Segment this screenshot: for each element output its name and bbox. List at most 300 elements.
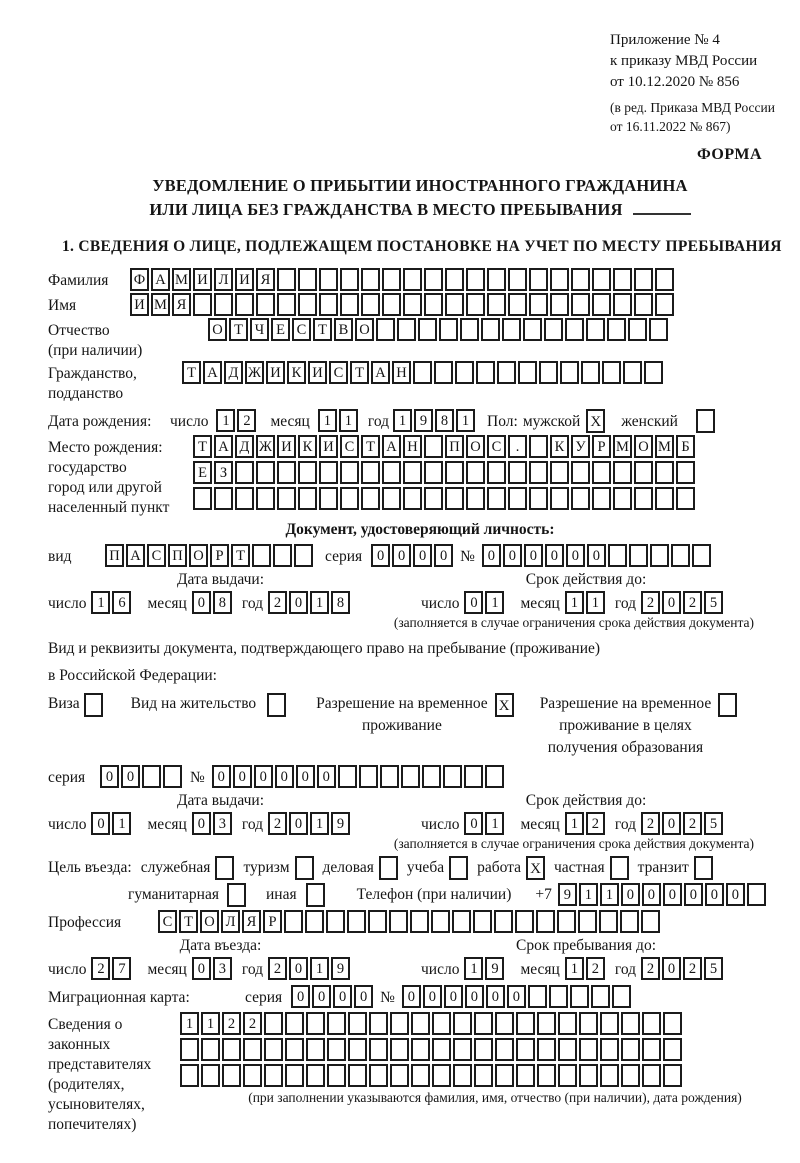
char-cell[interactable] (613, 268, 632, 291)
char-cell[interactable] (390, 1064, 409, 1087)
char-cell[interactable] (340, 293, 359, 316)
char-cell[interactable] (516, 1012, 535, 1035)
char-cell[interactable]: 2 (237, 409, 256, 432)
char-cell[interactable] (460, 318, 479, 341)
char-cell[interactable] (655, 268, 674, 291)
birth-place-row1-cells[interactable] (193, 435, 697, 458)
char-cell[interactable] (434, 361, 453, 384)
migration-seriya-cells[interactable] (291, 985, 375, 1008)
char-cell[interactable]: А (214, 435, 233, 458)
char-cell[interactable] (361, 461, 380, 484)
resident-issue-day-cells[interactable] (91, 812, 133, 835)
official-checkbox[interactable] (215, 856, 234, 880)
char-cell[interactable] (411, 1064, 430, 1087)
work-checkbox[interactable]: X (526, 856, 545, 880)
char-cell[interactable] (264, 1038, 283, 1061)
char-cell[interactable] (201, 1064, 220, 1087)
char-cell[interactable] (655, 461, 674, 484)
char-cell[interactable]: 2 (91, 957, 110, 980)
char-cell[interactable]: 0 (642, 883, 661, 906)
char-cell[interactable]: Д (224, 361, 243, 384)
char-cell[interactable] (180, 1038, 199, 1061)
char-cell[interactable] (243, 1064, 262, 1087)
char-cell[interactable]: 0 (317, 765, 336, 788)
char-cell[interactable] (403, 268, 422, 291)
entry-month-cells[interactable] (192, 957, 234, 980)
char-cell[interactable]: 0 (621, 883, 640, 906)
char-cell[interactable] (285, 1038, 304, 1061)
char-cell[interactable] (621, 1012, 640, 1035)
char-cell[interactable] (613, 293, 632, 316)
char-cell[interactable] (586, 318, 605, 341)
rvp-education-checkbox[interactable] (718, 693, 737, 717)
char-cell[interactable] (487, 293, 506, 316)
char-cell[interactable] (495, 1038, 514, 1061)
char-cell[interactable] (340, 268, 359, 291)
char-cell[interactable]: 9 (331, 957, 350, 980)
char-cell[interactable] (340, 461, 359, 484)
char-cell[interactable]: 0 (524, 544, 543, 567)
char-cell[interactable] (340, 487, 359, 510)
char-cell[interactable] (515, 910, 534, 933)
char-cell[interactable] (628, 318, 647, 341)
char-cell[interactable]: 7 (112, 957, 131, 980)
char-cell[interactable]: 0 (333, 985, 352, 1008)
char-cell[interactable]: 2 (268, 957, 287, 980)
visa-checkbox[interactable] (84, 693, 103, 717)
char-cell[interactable]: 0 (434, 544, 453, 567)
char-cell[interactable] (692, 544, 711, 567)
char-cell[interactable] (376, 318, 395, 341)
char-cell[interactable]: М (655, 435, 674, 458)
char-cell[interactable] (549, 985, 568, 1008)
char-cell[interactable]: 1 (565, 812, 584, 835)
char-cell[interactable] (529, 435, 548, 458)
char-cell[interactable]: 0 (371, 544, 390, 567)
char-cell[interactable]: Т (193, 435, 212, 458)
char-cell[interactable]: 0 (121, 765, 140, 788)
char-cell[interactable] (411, 1012, 430, 1035)
char-cell[interactable]: 1 (180, 1012, 199, 1035)
char-cell[interactable] (327, 1064, 346, 1087)
char-cell[interactable] (581, 361, 600, 384)
tourism-checkbox[interactable] (295, 856, 314, 880)
char-cell[interactable]: О (634, 435, 653, 458)
char-cell[interactable]: 0 (662, 591, 681, 614)
char-cell[interactable] (298, 293, 317, 316)
char-cell[interactable]: Р (210, 544, 229, 567)
char-cell[interactable] (319, 268, 338, 291)
char-cell[interactable]: 0 (100, 765, 119, 788)
char-cell[interactable] (642, 1064, 661, 1087)
char-cell[interactable]: 1 (464, 957, 483, 980)
char-cell[interactable] (516, 1038, 535, 1061)
char-cell[interactable] (424, 435, 443, 458)
char-cell[interactable]: И (235, 268, 254, 291)
char-cell[interactable] (537, 1012, 556, 1035)
char-cell[interactable]: 1 (310, 591, 329, 614)
birth-place-row2-cells[interactable] (193, 461, 697, 484)
char-cell[interactable]: 0 (275, 765, 294, 788)
char-cell[interactable]: 0 (482, 544, 501, 567)
char-cell[interactable]: С (158, 910, 177, 933)
char-cell[interactable] (550, 293, 569, 316)
char-cell[interactable]: 0 (289, 812, 308, 835)
char-cell[interactable]: М (172, 268, 191, 291)
char-cell[interactable] (539, 361, 558, 384)
char-cell[interactable] (518, 361, 537, 384)
birth-month-cells[interactable] (318, 409, 360, 432)
entry-year-cells[interactable] (268, 957, 352, 980)
char-cell[interactable] (294, 544, 313, 567)
char-cell[interactable]: Р (263, 910, 282, 933)
char-cell[interactable]: 0 (354, 985, 373, 1008)
char-cell[interactable] (338, 765, 357, 788)
char-cell[interactable] (485, 765, 504, 788)
char-cell[interactable]: И (193, 268, 212, 291)
char-cell[interactable] (306, 1064, 325, 1087)
char-cell[interactable] (305, 910, 324, 933)
char-cell[interactable]: 2 (641, 812, 660, 835)
resident-valid-year-cells[interactable] (641, 812, 725, 835)
char-cell[interactable] (361, 487, 380, 510)
entry-day-cells[interactable] (91, 957, 133, 980)
char-cell[interactable]: 1 (579, 883, 598, 906)
char-cell[interactable]: О (200, 910, 219, 933)
female-checkbox[interactable] (696, 409, 715, 433)
char-cell[interactable] (252, 544, 271, 567)
char-cell[interactable] (401, 765, 420, 788)
char-cell[interactable] (571, 461, 590, 484)
profession-cells[interactable] (158, 910, 662, 933)
char-cell[interactable] (544, 318, 563, 341)
char-cell[interactable]: Я (242, 910, 261, 933)
name-cells[interactable] (130, 293, 676, 316)
char-cell[interactable] (592, 461, 611, 484)
char-cell[interactable] (361, 293, 380, 316)
transit-checkbox[interactable] (694, 856, 713, 880)
char-cell[interactable]: 6 (112, 591, 131, 614)
char-cell[interactable]: С (487, 435, 506, 458)
char-cell[interactable]: Л (221, 910, 240, 933)
char-cell[interactable] (600, 1038, 619, 1061)
char-cell[interactable] (277, 268, 296, 291)
char-cell[interactable] (592, 293, 611, 316)
char-cell[interactable] (403, 461, 422, 484)
char-cell[interactable]: О (355, 318, 374, 341)
char-cell[interactable] (298, 487, 317, 510)
char-cell[interactable] (277, 293, 296, 316)
char-cell[interactable] (607, 318, 626, 341)
char-cell[interactable] (497, 361, 516, 384)
stay-day-cells[interactable] (464, 957, 506, 980)
char-cell[interactable] (453, 1012, 472, 1035)
id-valid-day-cells[interactable] (464, 591, 506, 614)
other-checkbox[interactable] (306, 883, 325, 907)
char-cell[interactable]: Т (179, 910, 198, 933)
char-cell[interactable] (466, 293, 485, 316)
char-cell[interactable]: 0 (233, 765, 252, 788)
char-cell[interactable] (432, 1064, 451, 1087)
char-cell[interactable]: Ч (250, 318, 269, 341)
char-cell[interactable]: 3 (213, 812, 232, 835)
char-cell[interactable]: 1 (339, 409, 358, 432)
char-cell[interactable] (256, 293, 275, 316)
char-cell[interactable] (570, 985, 589, 1008)
char-cell[interactable] (452, 910, 471, 933)
char-cell[interactable]: С (147, 544, 166, 567)
char-cell[interactable] (273, 544, 292, 567)
char-cell[interactable] (410, 910, 429, 933)
char-cell[interactable] (326, 910, 345, 933)
id-doc-seriya-cells[interactable] (371, 544, 455, 567)
phone-cells[interactable] (558, 883, 768, 906)
char-cell[interactable] (368, 910, 387, 933)
char-cell[interactable] (558, 1064, 577, 1087)
char-cell[interactable] (579, 1012, 598, 1035)
char-cell[interactable] (487, 461, 506, 484)
char-cell[interactable]: 2 (683, 591, 702, 614)
char-cell[interactable]: 2 (586, 957, 605, 980)
char-cell[interactable] (359, 765, 378, 788)
char-cell[interactable] (600, 1064, 619, 1087)
char-cell[interactable] (389, 910, 408, 933)
char-cell[interactable]: С (340, 435, 359, 458)
char-cell[interactable]: 1 (112, 812, 131, 835)
resident-seriya-cells[interactable] (100, 765, 184, 788)
resident-issue-month-cells[interactable] (192, 812, 234, 835)
char-cell[interactable] (502, 318, 521, 341)
char-cell[interactable]: О (466, 435, 485, 458)
legal-row1-cells[interactable] (180, 1012, 684, 1035)
business-checkbox[interactable] (379, 856, 398, 880)
char-cell[interactable] (608, 544, 627, 567)
char-cell[interactable]: 0 (289, 957, 308, 980)
birth-year-cells[interactable] (393, 409, 477, 432)
char-cell[interactable]: К (550, 435, 569, 458)
char-cell[interactable] (413, 361, 432, 384)
char-cell[interactable] (634, 293, 653, 316)
char-cell[interactable]: 0 (392, 544, 411, 567)
char-cell[interactable] (747, 883, 766, 906)
char-cell[interactable]: 0 (296, 765, 315, 788)
char-cell[interactable] (487, 268, 506, 291)
char-cell[interactable]: 0 (192, 957, 211, 980)
char-cell[interactable] (599, 910, 618, 933)
char-cell[interactable] (222, 1064, 241, 1087)
char-cell[interactable]: 1 (565, 957, 584, 980)
char-cell[interactable]: М (151, 293, 170, 316)
char-cell[interactable]: З (214, 461, 233, 484)
char-cell[interactable]: С (329, 361, 348, 384)
study-checkbox[interactable] (449, 856, 468, 880)
char-cell[interactable] (298, 268, 317, 291)
char-cell[interactable]: Н (392, 361, 411, 384)
char-cell[interactable]: 0 (587, 544, 606, 567)
char-cell[interactable] (390, 1038, 409, 1061)
char-cell[interactable]: А (126, 544, 145, 567)
char-cell[interactable] (613, 487, 632, 510)
char-cell[interactable]: 0 (503, 544, 522, 567)
char-cell[interactable] (466, 461, 485, 484)
char-cell[interactable] (466, 268, 485, 291)
birth-day-cells[interactable] (216, 409, 258, 432)
char-cell[interactable] (264, 1012, 283, 1035)
char-cell[interactable] (319, 461, 338, 484)
char-cell[interactable]: 0 (486, 985, 505, 1008)
char-cell[interactable]: 0 (423, 985, 442, 1008)
char-cell[interactable] (623, 361, 642, 384)
char-cell[interactable] (641, 910, 660, 933)
char-cell[interactable]: В (334, 318, 353, 341)
char-cell[interactable] (474, 1064, 493, 1087)
char-cell[interactable] (676, 487, 695, 510)
char-cell[interactable] (193, 293, 212, 316)
char-cell[interactable] (214, 293, 233, 316)
char-cell[interactable] (348, 1012, 367, 1035)
char-cell[interactable] (663, 1012, 682, 1035)
char-cell[interactable] (319, 487, 338, 510)
char-cell[interactable]: 2 (641, 591, 660, 614)
char-cell[interactable]: 0 (192, 591, 211, 614)
char-cell[interactable] (474, 1038, 493, 1061)
char-cell[interactable] (455, 361, 474, 384)
char-cell[interactable]: 1 (565, 591, 584, 614)
char-cell[interactable]: У (571, 435, 590, 458)
char-cell[interactable] (445, 293, 464, 316)
char-cell[interactable] (494, 910, 513, 933)
char-cell[interactable]: И (130, 293, 149, 316)
char-cell[interactable]: 0 (289, 591, 308, 614)
char-cell[interactable]: Б (676, 435, 695, 458)
char-cell[interactable]: Л (214, 268, 233, 291)
char-cell[interactable] (142, 765, 161, 788)
char-cell[interactable] (411, 1038, 430, 1061)
char-cell[interactable] (571, 268, 590, 291)
char-cell[interactable] (380, 765, 399, 788)
char-cell[interactable] (557, 910, 576, 933)
char-cell[interactable]: 2 (243, 1012, 262, 1035)
char-cell[interactable]: 0 (663, 883, 682, 906)
id-issue-month-cells[interactable] (192, 591, 234, 614)
char-cell[interactable] (319, 293, 338, 316)
char-cell[interactable]: К (298, 435, 317, 458)
char-cell[interactable]: И (277, 435, 296, 458)
resident-valid-month-cells[interactable] (565, 812, 607, 835)
char-cell[interactable]: 2 (641, 957, 660, 980)
char-cell[interactable] (453, 1038, 472, 1061)
char-cell[interactable]: 0 (291, 985, 310, 1008)
humanitarian-checkbox[interactable] (227, 883, 246, 907)
char-cell[interactable] (508, 461, 527, 484)
char-cell[interactable] (284, 910, 303, 933)
char-cell[interactable] (634, 268, 653, 291)
char-cell[interactable] (424, 461, 443, 484)
char-cell[interactable] (529, 461, 548, 484)
char-cell[interactable] (464, 765, 483, 788)
char-cell[interactable] (516, 1064, 535, 1087)
char-cell[interactable] (424, 293, 443, 316)
char-cell[interactable] (642, 1038, 661, 1061)
char-cell[interactable]: 0 (91, 812, 110, 835)
char-cell[interactable]: 0 (444, 985, 463, 1008)
char-cell[interactable] (560, 361, 579, 384)
char-cell[interactable]: Д (235, 435, 254, 458)
char-cell[interactable] (523, 318, 542, 341)
char-cell[interactable] (655, 293, 674, 316)
char-cell[interactable] (201, 1038, 220, 1061)
char-cell[interactable] (348, 1064, 367, 1087)
char-cell[interactable]: 1 (586, 591, 605, 614)
resident-valid-day-cells[interactable] (464, 812, 506, 835)
resident-issue-year-cells[interactable] (268, 812, 352, 835)
char-cell[interactable] (591, 985, 610, 1008)
char-cell[interactable]: Т (361, 435, 380, 458)
char-cell[interactable] (277, 487, 296, 510)
char-cell[interactable] (235, 461, 254, 484)
char-cell[interactable]: Р (592, 435, 611, 458)
char-cell[interactable] (558, 1012, 577, 1035)
char-cell[interactable]: 0 (192, 812, 211, 835)
char-cell[interactable] (424, 268, 443, 291)
char-cell[interactable] (235, 487, 254, 510)
legal-row2-cells[interactable] (180, 1038, 684, 1061)
char-cell[interactable]: 9 (485, 957, 504, 980)
char-cell[interactable] (222, 1038, 241, 1061)
char-cell[interactable]: Ж (245, 361, 264, 384)
char-cell[interactable] (578, 910, 597, 933)
char-cell[interactable] (529, 293, 548, 316)
id-valid-month-cells[interactable] (565, 591, 607, 614)
char-cell[interactable] (163, 765, 182, 788)
char-cell[interactable]: 0 (662, 812, 681, 835)
char-cell[interactable]: Я (256, 268, 275, 291)
char-cell[interactable] (264, 1064, 283, 1087)
id-doc-type-cells[interactable] (105, 544, 315, 567)
char-cell[interactable]: 0 (212, 765, 231, 788)
char-cell[interactable] (403, 487, 422, 510)
char-cell[interactable]: 0 (726, 883, 745, 906)
char-cell[interactable] (644, 361, 663, 384)
char-cell[interactable]: Т (313, 318, 332, 341)
char-cell[interactable] (481, 318, 500, 341)
char-cell[interactable]: А (371, 361, 390, 384)
char-cell[interactable]: Е (271, 318, 290, 341)
legal-row3-cells[interactable] (180, 1064, 684, 1087)
char-cell[interactable] (634, 487, 653, 510)
char-cell[interactable] (571, 487, 590, 510)
char-cell[interactable]: . (508, 435, 527, 458)
char-cell[interactable] (298, 461, 317, 484)
char-cell[interactable] (256, 461, 275, 484)
char-cell[interactable] (649, 318, 668, 341)
char-cell[interactable]: 1 (310, 812, 329, 835)
char-cell[interactable] (285, 1064, 304, 1087)
char-cell[interactable]: 3 (213, 957, 232, 980)
char-cell[interactable] (285, 1012, 304, 1035)
char-cell[interactable] (620, 910, 639, 933)
char-cell[interactable]: 1 (318, 409, 337, 432)
char-cell[interactable] (473, 910, 492, 933)
char-cell[interactable] (487, 487, 506, 510)
char-cell[interactable] (306, 1012, 325, 1035)
char-cell[interactable]: 1 (216, 409, 235, 432)
char-cell[interactable] (592, 268, 611, 291)
char-cell[interactable]: 5 (704, 957, 723, 980)
char-cell[interactable] (382, 293, 401, 316)
char-cell[interactable] (663, 1064, 682, 1087)
char-cell[interactable] (466, 487, 485, 510)
